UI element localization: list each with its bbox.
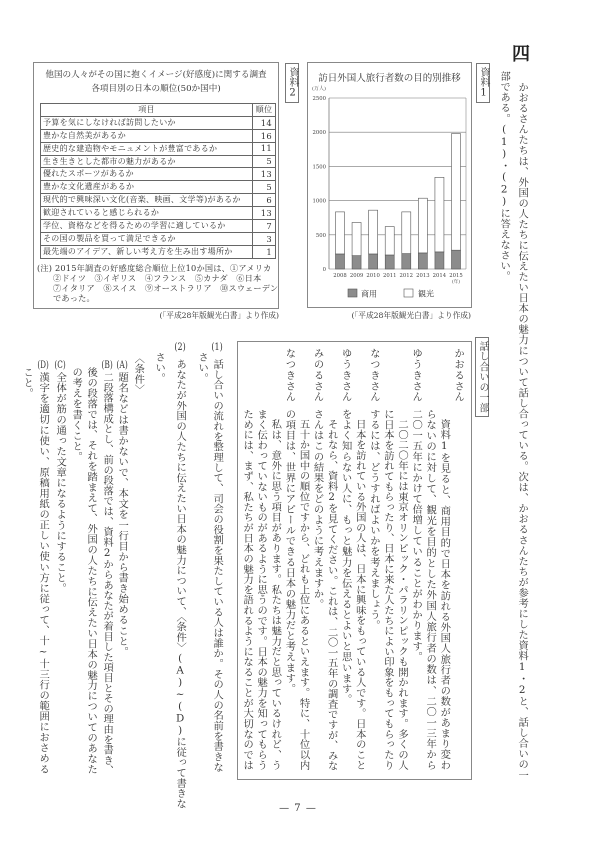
y-tick-label: 1500 bbox=[312, 164, 326, 171]
question-2-text: さい。 bbox=[153, 352, 166, 384]
rank-cell: 7 bbox=[253, 220, 276, 233]
table-row bbox=[41, 142, 276, 155]
dialogue-line: 私は、意外に思う項目があります。私たちは魅力だと思っているけれど、う bbox=[269, 419, 282, 770]
condition-b-marker bbox=[102, 360, 112, 370]
question-2-number: (2) bbox=[174, 342, 186, 353]
dialogue-line: 日本を訪れている外国の人は、日本に興味をもっている人です。日本のこと bbox=[353, 419, 366, 770]
bar-tourism bbox=[336, 212, 345, 254]
bar-business bbox=[352, 256, 361, 269]
item-cell: 豊かな文化遺産があるか bbox=[41, 181, 253, 194]
table-row bbox=[41, 129, 276, 142]
table-row bbox=[41, 155, 276, 168]
legend-swatch-business bbox=[348, 289, 357, 297]
condition-a-marker bbox=[117, 360, 127, 370]
material1-label: 資料1 bbox=[476, 63, 490, 103]
condition-b-text: 後の段落では、それを踏まえて、外国の人たちに伝えたい日本の魅力についてのあなた bbox=[85, 367, 98, 774]
bar-tourism bbox=[352, 222, 361, 255]
legend-label-business: 商用 bbox=[361, 289, 377, 299]
dialogue-line: 二〇二〇年には東京オリンピック・パラリンピックも開かれます。多くの人 bbox=[395, 419, 408, 770]
dialogue-speaker: みのるさん bbox=[311, 348, 324, 403]
x-axis-unit: (年) bbox=[451, 280, 461, 285]
y-axis-unit: (万人) bbox=[312, 86, 326, 92]
page-number: — 7 — bbox=[279, 803, 317, 814]
table-row bbox=[41, 207, 276, 220]
bar-business bbox=[435, 252, 444, 269]
rank-cell: 16 bbox=[253, 129, 276, 142]
material2-label: 資料2 bbox=[285, 63, 299, 103]
column-header-item: 項目 bbox=[41, 104, 253, 117]
dialogue-line: 資料1を見ると、商用目的で日本を訪れる外国人旅行者の数があまり変わ bbox=[438, 419, 451, 770]
rank-cell: 3 bbox=[253, 232, 276, 245]
item-cell: その国の製品を買って満足できるか bbox=[41, 232, 253, 245]
bar-business bbox=[385, 255, 394, 269]
bar-tourism bbox=[402, 212, 411, 254]
table-header-row bbox=[41, 104, 276, 117]
y-tick-label: 2000 bbox=[312, 130, 326, 137]
condition-d-text: こと。 bbox=[21, 367, 34, 399]
intro-line: 部である。(1)・(2)に答えなさい。 bbox=[498, 71, 511, 282]
bar-business bbox=[369, 254, 378, 269]
ranking-table bbox=[40, 103, 276, 259]
material2-subtitle: 各項目別の日本の順位(50か国中) bbox=[91, 84, 221, 94]
table-row bbox=[41, 232, 276, 245]
table-row bbox=[41, 168, 276, 181]
item-cell: 豊かな自然美があるか bbox=[41, 129, 253, 142]
dialogue-speaker: かおるさん bbox=[452, 348, 465, 403]
question-2-text: あなたが外国の人たちに伝えたい日本の魅力について、〈条件〉(A)~(D)に従って書きな bbox=[174, 359, 187, 809]
dialogue-speaker: ゆうきさん bbox=[339, 348, 352, 403]
rank-cell: 11 bbox=[253, 142, 276, 155]
dialogue-line: さんはこの結果をどのように考えますか。 bbox=[311, 409, 324, 610]
table-row bbox=[41, 245, 276, 258]
bar-tourism bbox=[385, 227, 394, 255]
column-header-rank: 順位 bbox=[253, 104, 276, 117]
bar-chart bbox=[308, 63, 471, 307]
table-row bbox=[41, 194, 276, 207]
intro-line: かおるさんたちは、外国の人たちに伝えたい日本の魅力について話し合っている。次は、かおるさんたちが参考にした資料1・2と、話し合いの一 bbox=[516, 82, 529, 780]
condition-b-label: (B) bbox=[101, 360, 113, 371]
question-1-marker bbox=[212, 342, 222, 352]
table-row bbox=[41, 116, 276, 129]
condition-d-text: 漢字を適切に使い、原稿用紙の正しい使い方に従って、十~十三行の範囲におさめる bbox=[37, 372, 50, 774]
dialogue-line: らないのに対して、観光を目的とした外国人旅行者の数は、二〇一三年から bbox=[424, 409, 437, 770]
item-cell: 歓迎されていると感じられるか bbox=[41, 207, 253, 220]
rank-cell: 1 bbox=[253, 245, 276, 258]
y-tick-label: 1000 bbox=[312, 198, 326, 205]
dialogue-line: の項目は、世界にアピールできる日本の魅力だと考えます。 bbox=[283, 409, 296, 694]
dialogue-line: ためには、まず、私たちが日本の魅力を語れるようになることが大切なのでは bbox=[241, 409, 254, 770]
x-tick-label: 2009 bbox=[349, 273, 364, 279]
condition-a-text: 題名などは書かないで、本文を一行目から書き始めること。 bbox=[116, 372, 129, 657]
bar-tourism bbox=[369, 210, 378, 254]
item-cell: 現代的で興味深い文化(音楽、映画、文学等)があるか bbox=[41, 194, 253, 207]
question-1-text: さい。 bbox=[196, 352, 209, 384]
bar-business bbox=[336, 254, 345, 269]
x-tick-label: 2013 bbox=[416, 273, 430, 279]
item-cell: 優れたスポーツがあるか bbox=[41, 168, 253, 181]
legend-swatch-tourism bbox=[404, 289, 413, 297]
rank-cell: 13 bbox=[253, 207, 276, 220]
dialogue-line: に日本を訪れてもらったり、日本に来た人たちによい印象をもってもらったり bbox=[381, 409, 394, 770]
dialogue-label: 話し合いの一部 bbox=[475, 337, 489, 417]
legend-label-tourism: 観光 bbox=[418, 289, 434, 299]
section-number: 四 bbox=[512, 44, 530, 65]
x-tick-label: 2015 bbox=[449, 273, 463, 279]
dialogue-line: をよく知らない人に、もっと魅力を伝えるとよいと思います。 bbox=[339, 409, 352, 705]
rank-cell: 5 bbox=[253, 155, 276, 168]
condition-c-label: (C) bbox=[54, 360, 66, 371]
x-tick-label: 2011 bbox=[382, 273, 397, 279]
dialogue-speaker: なつきさん bbox=[367, 348, 380, 403]
condition-b-text: 二段落構成とし、前の段落では、資料2からあなたが着目した項目とその理由を書き、 bbox=[101, 372, 114, 776]
dialogue-line: 五十か国中の順位ですから、どれも上位にあるといえます。特に、十位以内 bbox=[297, 419, 310, 770]
y-tick-label: 500 bbox=[315, 232, 326, 239]
condition-d-label: (D) bbox=[37, 360, 49, 371]
rank-cell: 5 bbox=[253, 181, 276, 194]
dialogue-speaker: なつきさん bbox=[283, 348, 296, 403]
x-tick-label: 2010 bbox=[366, 273, 380, 279]
bar-tourism bbox=[435, 177, 444, 252]
conditions-heading: 〈条件〉 bbox=[132, 353, 145, 396]
bar-tourism bbox=[452, 134, 461, 251]
table-note: ⑦イタリア ⑧スイス ⑨オーストラリア ⑩スウェーデン bbox=[53, 283, 279, 293]
question-1-text: 話し合いの流れを整理して、司会の役割を果たしている人は誰か。その人の名前を書きな bbox=[211, 359, 224, 772]
question-1-number: (1) bbox=[211, 342, 223, 353]
item-cell: 生き生きとした都市の魅力があるか bbox=[41, 155, 253, 168]
material1-chart-box bbox=[307, 62, 472, 308]
x-tick-label: 2014 bbox=[432, 273, 447, 279]
bar-business bbox=[452, 250, 461, 269]
material1-source: (「平成28年版観光白書」より作成) bbox=[351, 311, 471, 320]
condition-d-marker bbox=[38, 360, 48, 370]
bar-tourism bbox=[418, 198, 427, 253]
table-row bbox=[41, 181, 276, 194]
rank-cell: 13 bbox=[253, 168, 276, 181]
x-tick-label: 2012 bbox=[399, 273, 414, 279]
condition-a-label: (A) bbox=[116, 360, 128, 371]
material2-title: 他国の人々がその国に抱くイメージ(好感度)に関する調査 bbox=[45, 70, 267, 80]
dialogue-line: 二〇一五年にかけて倍増していることがわかります。 bbox=[410, 409, 423, 663]
question-2-marker bbox=[175, 342, 185, 352]
item-cell: 予算を気にしなければ訪問したいか bbox=[41, 116, 253, 129]
dialogue-line: するには、どうすればよいかを考えましょう。 bbox=[367, 409, 380, 631]
table-note: ②ドイツ ③イギリス ④フランス ⑤カナダ ⑥日本 bbox=[53, 273, 262, 283]
bar-business bbox=[418, 253, 427, 269]
item-cell: 最先端のアイデア、新しい考え方を生み出す場所か bbox=[41, 245, 253, 258]
x-tick-label: 2008 bbox=[333, 273, 347, 279]
table-note: (注) 2015年調査の好感度総合順位上位10か国は、①アメリカ bbox=[37, 263, 272, 273]
dialogue-line: それなら、資料2を見てください。これは、二〇一五年の調査ですが、みな bbox=[325, 419, 338, 771]
item-cell: 学位、資格などを得るための学習に適しているか bbox=[41, 220, 253, 233]
condition-b-text: の考えを書くこと。 bbox=[70, 367, 83, 462]
y-tick-label: 0 bbox=[322, 267, 326, 273]
condition-c-text: 全体が筋の通った文章になるようにすること。 bbox=[54, 372, 67, 594]
rank-cell: 14 bbox=[253, 116, 276, 129]
dialogue-speaker: ゆうきさん bbox=[410, 348, 423, 403]
table-row bbox=[41, 220, 276, 233]
material2-source: (「平成28年版観光白書」より作成) bbox=[159, 311, 279, 320]
condition-c-marker bbox=[55, 360, 65, 370]
rank-cell: 6 bbox=[253, 194, 276, 207]
item-cell: 歴史的な建造物やモニュメントが豊富であるか bbox=[41, 142, 253, 155]
table-note: であった。 bbox=[53, 293, 95, 303]
y-tick-label: 2500 bbox=[312, 96, 326, 102]
bar-business bbox=[402, 254, 411, 269]
dialogue-line: まく伝わっていないものがあるように思うのです。日本の魅力を知ってもらう bbox=[255, 409, 268, 770]
chart-title: 訪日外国人旅行者数の目的別推移 bbox=[318, 73, 461, 84]
